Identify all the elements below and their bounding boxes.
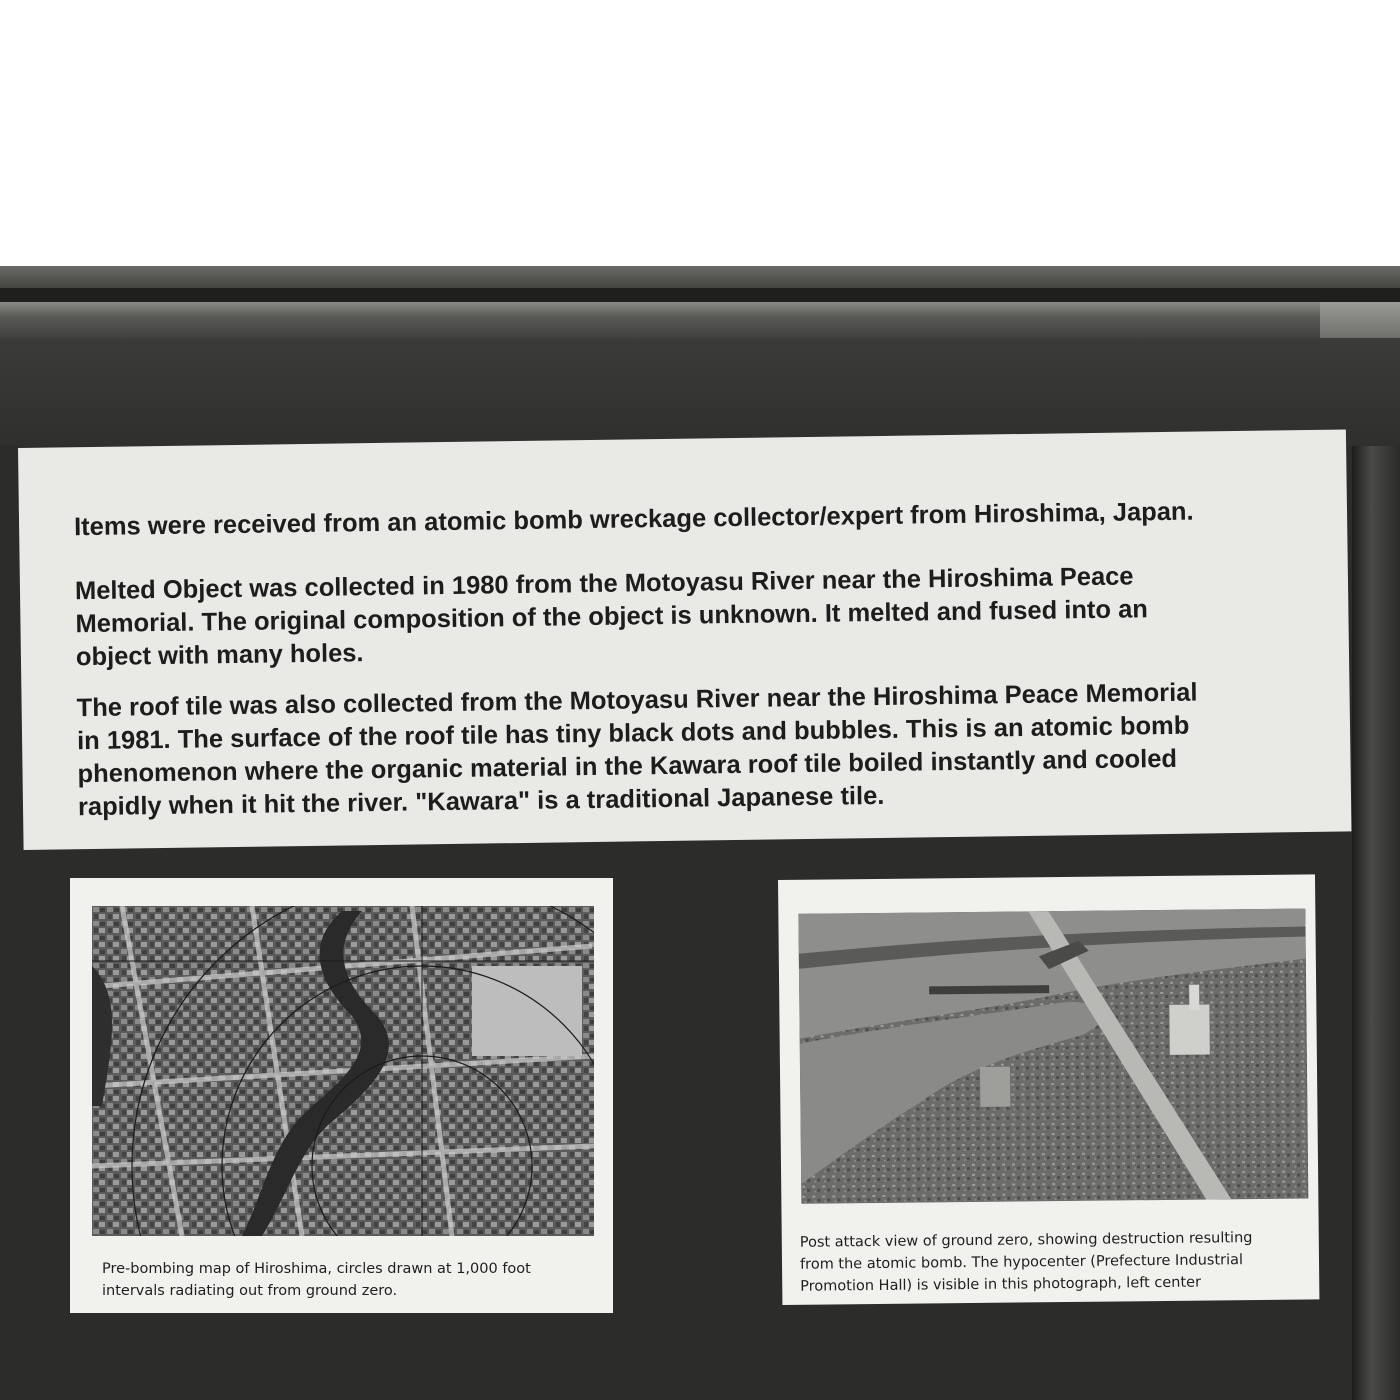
case-rim-shadow [0, 288, 1400, 302]
aerial-ground-zero-photo [798, 908, 1308, 1203]
photo-card-ground-zero [778, 874, 1319, 1305]
photo-caption-map: Pre-bombing map of Hiroshima, circles drawn at 1,000 foot intervals radiating out from ground zero. [102, 1261, 531, 1299]
placard-paragraph-melted-object: Melted Object was collected in 1980 from the Motoyasu River near the Hiroshima Peace Memorial. The original composition of the object is unknown. It melted and fused into an object with many holes. [74, 562, 1149, 672]
case-corner [1320, 302, 1400, 338]
placard-paragraph-roof-tile: The roof tile was also collected from the Motoyasu River near the Hiroshima Peace Memorial in 1981. The surface of the roof tile has tiny black dots and bubbles. This is an atomic bomb phenomenon where the organic material in the Kawara roof tile boiled instantly and cooled rapidly when it hit the river. "Kawara" is a traditional Japanese tile. [76, 678, 1198, 822]
text-placard [18, 429, 1351, 850]
case-glass-lip [0, 302, 1320, 338]
case-right-edge [1352, 446, 1400, 1400]
photo-card-map [70, 878, 613, 1313]
aerial-map-photo [92, 906, 594, 1236]
photo-caption-ground-zero: Post attack view of ground zero, showing destruction resulting from the atomic bomb. The hypocenter (Prefecture Industrial Promotion Hall) is visible in this photograph, left center [799, 1230, 1253, 1295]
case-rim-top [0, 266, 1400, 288]
aerial-map-image [92, 906, 594, 1236]
aerial-ground-zero-image [798, 908, 1308, 1203]
placard-paragraph-source: Items were received from an atomic bomb wreckage collector/expert from Hiroshima, Japan. [73, 497, 1194, 542]
